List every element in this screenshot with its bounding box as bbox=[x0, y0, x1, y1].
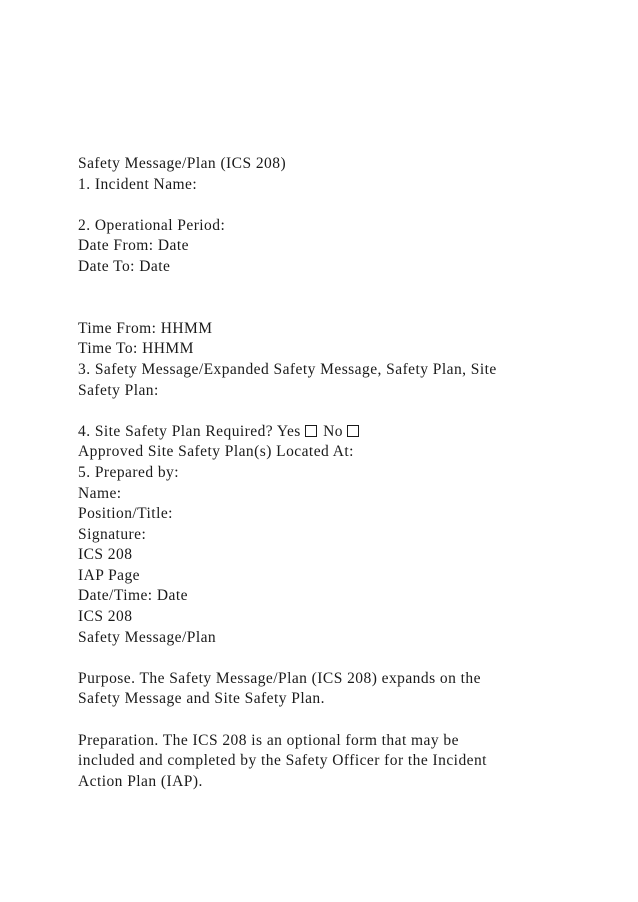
time-to-field: Time To: HHMM bbox=[78, 340, 194, 358]
spacer bbox=[78, 278, 618, 299]
approved-plans-label: Approved Site Safety Plan(s) Located At: bbox=[78, 443, 354, 461]
incident-name-label: 1. Incident Name: bbox=[78, 175, 198, 193]
operational-period-label: 2. Operational Period: bbox=[78, 216, 226, 234]
purpose-paragraph: Purpose. The Safety Message/Plan (ICS 208) expands on the bbox=[78, 669, 481, 687]
no-label: No bbox=[318, 422, 343, 440]
safety-message-label: 3. Safety Message/Expanded Safety Message, Safety Plan, Site bbox=[78, 360, 497, 378]
instructions-form-name: Safety Message/Plan bbox=[78, 628, 217, 646]
position-title-label: Position/Title: bbox=[78, 505, 173, 523]
yes-checkbox[interactable] bbox=[305, 425, 317, 437]
purpose-paragraph-cont: Safety Message and Site Safety Plan. bbox=[78, 690, 325, 708]
preparation-paragraph-cont: included and completed by the Safety Officer for the Incident bbox=[78, 752, 487, 770]
site-safety-plan-required-row bbox=[78, 422, 618, 443]
spacer bbox=[78, 195, 618, 216]
no-checkbox[interactable] bbox=[347, 425, 359, 437]
prepared-by-label: 5. Prepared by: bbox=[78, 463, 180, 481]
date-from-field: Date From: Date bbox=[78, 237, 189, 255]
name-label: Name: bbox=[78, 484, 122, 502]
document-page bbox=[78, 154, 618, 792]
footer-iap-page: IAP Page bbox=[78, 566, 141, 584]
instructions-form-id: ICS 208 bbox=[78, 608, 133, 626]
signature-label: Signature: bbox=[78, 525, 147, 543]
spacer bbox=[78, 298, 618, 319]
spacer bbox=[78, 648, 618, 669]
footer-form-id: ICS 208 bbox=[78, 546, 133, 564]
spacer bbox=[78, 401, 618, 422]
time-from-field: Time From: HHMM bbox=[78, 319, 213, 337]
spacer bbox=[78, 710, 618, 731]
form-title: Safety Message/Plan (ICS 208) bbox=[78, 155, 287, 172]
footer-datetime: Date/Time: Date bbox=[78, 587, 188, 605]
preparation-paragraph: Preparation. The ICS 208 is an optional form that may be bbox=[78, 731, 459, 749]
date-to-field: Date To: Date bbox=[78, 257, 171, 275]
preparation-paragraph-end: Action Plan (IAP). bbox=[78, 772, 203, 790]
site-safety-required-label: 4. Site Safety Plan Required? Yes bbox=[78, 422, 301, 440]
safety-message-label-cont: Safety Plan: bbox=[78, 381, 159, 399]
